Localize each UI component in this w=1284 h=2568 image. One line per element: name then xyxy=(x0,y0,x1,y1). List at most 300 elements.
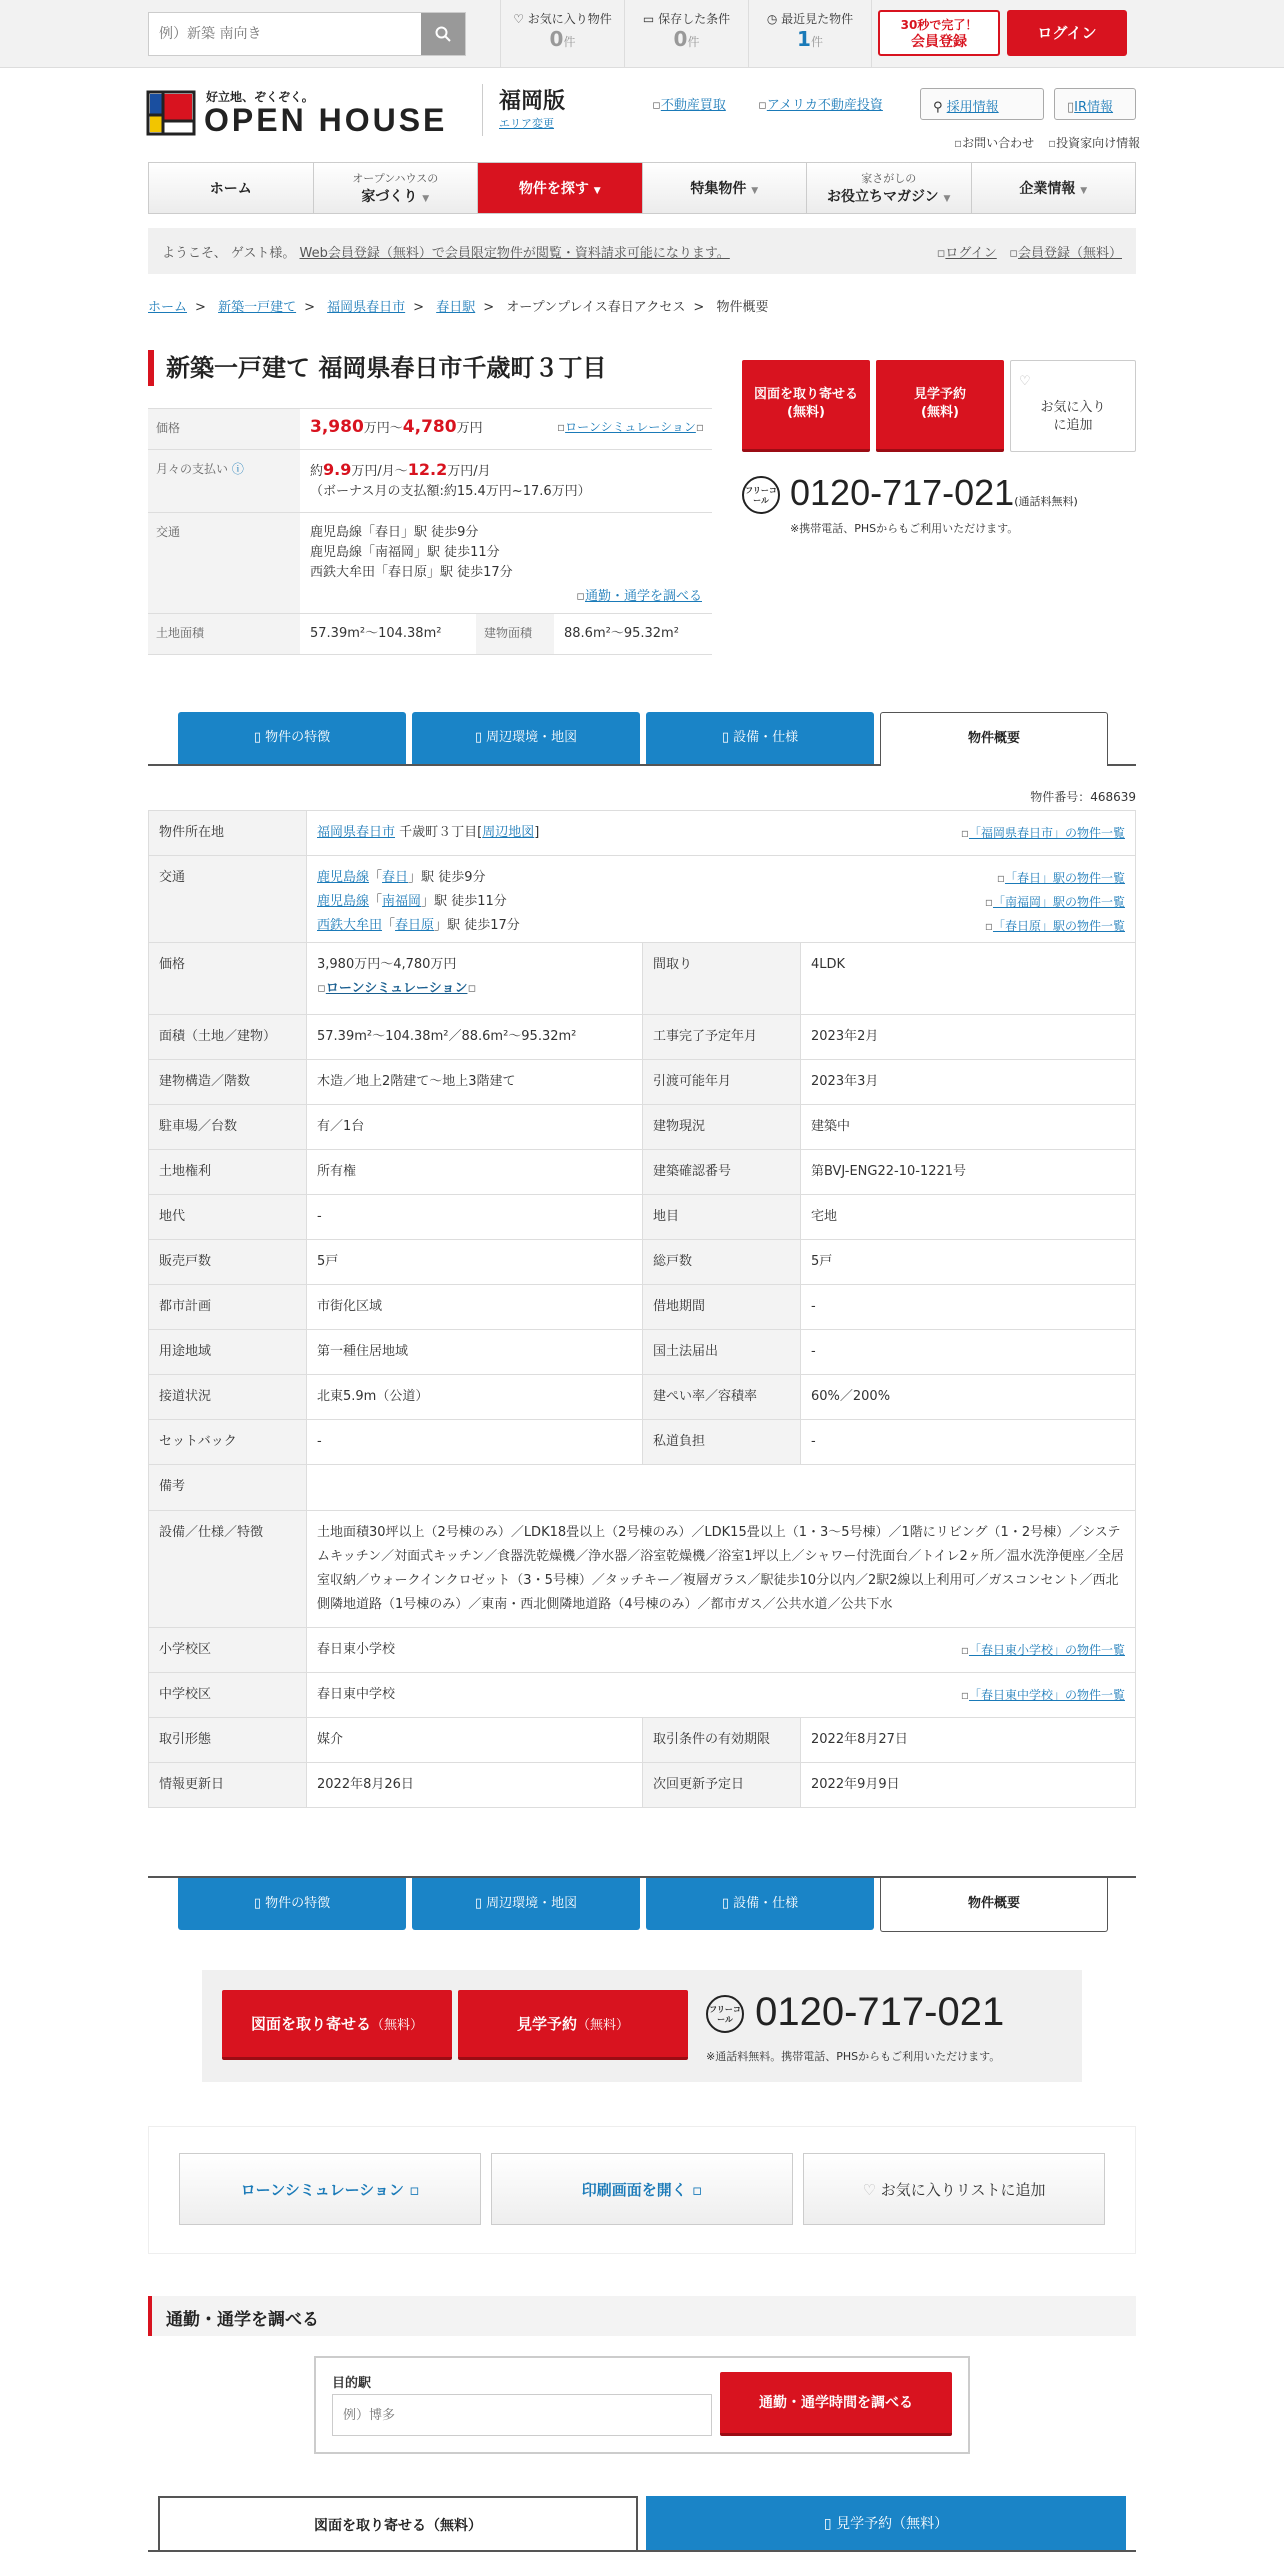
commute-search-button[interactable]: 通勤・通学時間を調べる xyxy=(720,2372,952,2436)
visit-sub: (無料) xyxy=(921,405,959,420)
building-area: 88.6m²～95.32m² xyxy=(564,626,679,641)
edition xyxy=(482,84,565,136)
spec-label: 用途地域 xyxy=(149,1330,307,1375)
land-area: 57.39m²～104.38m² xyxy=(310,626,442,641)
spec-label: 備考 xyxy=(149,1465,307,1511)
request-floorplan-button[interactable] xyxy=(222,1990,452,2060)
spec-value: 2022年9月9日 xyxy=(801,1763,1136,1808)
school-name: 春日東小学校 xyxy=(317,1642,396,1657)
tab-surroundings[interactable] xyxy=(412,1878,640,1930)
welcome-register-link[interactable]: 会員登録（無料） xyxy=(1017,246,1122,261)
us-investment-link[interactable] xyxy=(758,94,883,113)
spec-label: 交通 xyxy=(149,856,307,943)
nav-company[interactable] xyxy=(972,163,1136,213)
table-row xyxy=(149,1015,1136,1060)
clock-icon: ◷ xyxy=(766,12,778,26)
table-row xyxy=(149,1763,1136,1808)
logo-tagline: 好立地、ぞくぞく。 xyxy=(206,90,314,104)
doc-icon: ▫ xyxy=(1048,136,1057,150)
folder-icon: ▭ xyxy=(642,12,655,26)
spec-label: 土地権利 xyxy=(149,1150,307,1195)
commute-link-label: 通勤・通学を調べる xyxy=(584,589,702,604)
summary-label: 建物面積 xyxy=(476,614,554,654)
breadcrumb-item[interactable]: 春日駅 xyxy=(436,300,476,315)
spec-label: 地目 xyxy=(643,1195,801,1240)
sticky-request-button[interactable]: 図面を取り寄せる（無料） xyxy=(158,2496,638,2552)
chevron-down-icon: ▼ xyxy=(422,194,430,204)
school-list-label: 「春日東中学校」の物件一覧 xyxy=(968,1688,1125,1702)
investor-label: 投資家向け情報 xyxy=(1056,136,1141,150)
location-text: 千歳町３丁目[ xyxy=(395,825,483,840)
chevron-down-icon: ▼ xyxy=(1080,186,1088,196)
spec-label: 価格 xyxy=(149,943,307,1015)
breadcrumb-current: 物件概要 xyxy=(716,300,769,315)
monthly-unit: 万円/月～ xyxy=(351,464,408,479)
spec-value: 2023年2月 xyxy=(801,1015,1136,1060)
nav-magazine[interactable] xyxy=(807,163,972,213)
spec-value: 宅地 xyxy=(801,1195,1136,1240)
tab-label: 設備・仕様 xyxy=(733,1896,799,1911)
member-register-note: 30秒で完了！ xyxy=(900,18,978,32)
search-input[interactable] xyxy=(149,13,421,55)
nav-search-property[interactable] xyxy=(478,163,643,213)
school-list-link[interactable] xyxy=(961,1638,1125,1662)
chevron-down-icon: ▼ xyxy=(593,186,601,196)
saved-conditions-counter[interactable] xyxy=(624,0,748,68)
ir-button[interactable] xyxy=(1054,88,1136,120)
logo-mark xyxy=(146,90,196,136)
counter-value: 1 xyxy=(797,27,811,51)
request-label: 図面を取り寄せる xyxy=(753,387,858,402)
spec-label: 設備／仕様／特徴 xyxy=(149,1511,307,1628)
spec-label: 小学校区 xyxy=(149,1628,307,1673)
freecall-icon: フリーコール xyxy=(742,476,780,514)
loan-sim-button[interactable] xyxy=(179,2153,481,2225)
monthly-unit: 万円/月 xyxy=(447,464,491,479)
loan-sim-link[interactable] xyxy=(317,977,632,1001)
wrench-icon: ▯ xyxy=(721,730,729,745)
spec-label: 借地期間 xyxy=(643,1285,801,1330)
spec-value: - xyxy=(307,1195,643,1240)
table-row xyxy=(149,1420,1136,1465)
visit-label: 見学予約 xyxy=(913,387,966,402)
tab-label: 設備・仕様 xyxy=(733,730,799,745)
table-row xyxy=(149,811,1136,856)
spec-value: 60%／200% xyxy=(801,1375,1136,1420)
spec-value: - xyxy=(307,1420,643,1465)
member-benefit-link[interactable]: Web会員登録（無料）で会員限定物件が閲覧・資料請求可能になります。 xyxy=(299,246,730,261)
spec-value: 市街化区域 xyxy=(307,1285,643,1330)
loan-sim-label: ローンシミュレーション xyxy=(240,2181,405,2199)
spec-value: 木造／地上2階建て～地上3階建て xyxy=(307,1060,643,1105)
page-title: 新築一戸建て 福岡県春日市千歳町３丁目 xyxy=(148,350,606,386)
doc-icon: ▯ xyxy=(253,1896,261,1911)
login-button[interactable]: ログイン xyxy=(1007,10,1127,56)
city-list-link[interactable] xyxy=(961,821,1125,845)
loan-sim-link[interactable] xyxy=(557,417,704,437)
remarks-value xyxy=(307,1465,1136,1511)
list-icon: ▫ xyxy=(984,919,993,933)
external-icon: ▫ xyxy=(409,2181,420,2199)
breadcrumb-separator: > xyxy=(413,300,425,315)
nav-label: ホーム xyxy=(209,181,252,197)
request-floorplan-button[interactable] xyxy=(742,360,870,452)
external-icon: ▫ xyxy=(758,98,767,113)
add-favorite-list-button[interactable] xyxy=(803,2153,1105,2225)
spec-value: - xyxy=(801,1285,1136,1330)
spec-value: - xyxy=(801,1330,1136,1375)
monthly-prefix: 約 xyxy=(310,464,324,479)
investor-link[interactable] xyxy=(1048,134,1140,151)
spec-value: 第BVJ-ENG22-10-1221号 xyxy=(801,1150,1136,1195)
station-list-link[interactable] xyxy=(985,890,1125,914)
summary-label: 価格 xyxy=(148,409,300,449)
station-link[interactable]: 南福岡 xyxy=(382,894,422,909)
spec-label: 接道状況 xyxy=(149,1375,307,1420)
spec-value: 建築中 xyxy=(801,1105,1136,1150)
property-number: 物件番号：468639 xyxy=(1030,790,1136,804)
request-label: 図面を取り寄せる xyxy=(250,2015,371,2033)
tab-label: 周辺環境・地図 xyxy=(486,730,578,745)
counter-unit: 件 xyxy=(563,35,576,49)
favorites-counter[interactable] xyxy=(500,0,624,68)
spec-value xyxy=(307,1628,1136,1673)
summary-label: 土地面積 xyxy=(148,614,300,654)
spec-label: 中学校区 xyxy=(149,1673,307,1718)
counter-label: 最近見た物件 xyxy=(781,12,854,26)
visit-sub: （無料） xyxy=(577,2018,630,2033)
spec-label: 都市計画 xyxy=(149,1285,307,1330)
search-box xyxy=(148,12,466,56)
nav-label: 特集物件 xyxy=(690,181,747,197)
us-investment-link-label: アメリカ不動産投資 xyxy=(766,98,883,113)
welcome-bar xyxy=(148,228,1136,274)
breadcrumb-item[interactable]: 福岡県春日市 xyxy=(327,300,406,315)
price-low: 3,980 xyxy=(310,417,364,437)
fav-label: お気に入りリストに追加 xyxy=(880,2181,1046,2199)
detail-tabs xyxy=(148,712,1136,766)
monthly-high: 12.2 xyxy=(407,460,448,479)
price-unit: 万円 xyxy=(456,421,483,436)
access-line: 鹿児島線「春日」駅 徒歩9分 xyxy=(310,525,479,540)
spec-label: 総戸数 xyxy=(643,1240,801,1285)
spec-label: 面積（土地／建物） xyxy=(149,1015,307,1060)
calculator-icon: ▫ xyxy=(556,420,566,434)
access-line: 西鉄大牟田「春日原」駅 徒歩17分 xyxy=(310,565,513,580)
global-nav xyxy=(148,162,1136,214)
spec-value: 2023年3月 xyxy=(801,1060,1136,1105)
counter-value: 0 xyxy=(673,27,688,51)
top-bar xyxy=(0,0,1284,68)
breadcrumb-item: オープンプレイス春日アクセス xyxy=(506,300,686,315)
spec-label: 国土法届出 xyxy=(643,1330,801,1375)
school-name: 春日東中学校 xyxy=(317,1687,396,1702)
spec-label: 工事完了予定年月 xyxy=(643,1015,801,1060)
heart-icon: ♡ xyxy=(513,12,524,26)
breadcrumb-separator: > xyxy=(483,300,495,315)
nav-sub: オープンハウスの xyxy=(352,172,439,185)
doc-icon: ▯ xyxy=(1067,100,1075,115)
spec-label: 地代 xyxy=(149,1195,307,1240)
spec-label: 建物現況 xyxy=(643,1105,801,1150)
spec-label: 建ぺい率／容積率 xyxy=(643,1375,801,1420)
table-row xyxy=(149,943,1136,1015)
spec-value xyxy=(307,811,1136,856)
phone-sub-note: ※携帯電話、PHSからもご利用いただけます。 xyxy=(790,522,1019,535)
key-icon: ▫ xyxy=(936,246,946,261)
phone-number-text: 0120-717-021 xyxy=(755,1990,1005,2034)
station-link[interactable]: 春日原 xyxy=(395,918,435,933)
spec-value: 所有権 xyxy=(307,1150,643,1195)
spec-value: - xyxy=(801,1420,1136,1465)
map-pin-icon: ▯ xyxy=(474,730,482,745)
spec-value: 2022年8月26日 xyxy=(307,1763,643,1808)
contact-label: お問い合わせ xyxy=(962,136,1035,150)
tab-overview[interactable] xyxy=(880,712,1108,766)
station-link[interactable]: 春日 xyxy=(382,870,409,885)
spec-value xyxy=(307,1673,1136,1718)
destination-input[interactable] xyxy=(332,2394,712,2436)
spec-label: 取引形態 xyxy=(149,1718,307,1763)
table-row xyxy=(149,1511,1136,1628)
wrench-icon: ▯ xyxy=(721,1896,729,1911)
print-label: 印刷画面を開く xyxy=(581,2181,687,2199)
line-link[interactable]: 西鉄大牟田 xyxy=(317,918,383,933)
freecall-icon: フリーコール xyxy=(706,1995,744,2033)
walk-time: 駅 徒歩17分 xyxy=(447,918,520,933)
tab-label: 物件概要 xyxy=(967,731,1020,746)
monthly-low: 9.9 xyxy=(323,460,352,479)
commute-heading: 通勤・通学を調べる xyxy=(148,2296,1136,2336)
site-logo[interactable] xyxy=(146,88,450,140)
recently-viewed-counter[interactable] xyxy=(748,0,872,68)
request-sub: (無料) xyxy=(787,405,825,420)
phone-number-text: 0120-717-021 xyxy=(790,472,1015,513)
station-list-label: 「春日」駅の物件一覧 xyxy=(1004,871,1125,885)
area-change-link[interactable]: エリア変更 xyxy=(499,117,554,130)
station-list-label: 「南福岡」駅の物件一覧 xyxy=(992,895,1125,909)
nav-label: 物件を探す xyxy=(518,181,589,197)
table-row xyxy=(149,1285,1136,1330)
price-high: 4,780 xyxy=(402,417,457,437)
spec-label: 次回更新予定日 xyxy=(643,1763,801,1808)
counter-unit: 件 xyxy=(810,35,823,49)
price-range: 3,980万円～4,780万円 xyxy=(317,957,457,972)
list-icon: ▫ xyxy=(960,1688,969,1702)
visit-reserve-button[interactable] xyxy=(876,360,1004,452)
map-pin-icon: ▯ xyxy=(474,1896,482,1911)
request-sub: （無料） xyxy=(371,2018,424,2033)
list-icon: ▫ xyxy=(984,895,993,909)
info-icon[interactable]: ⓘ xyxy=(231,462,244,476)
contact-link[interactable] xyxy=(954,134,1034,151)
buyback-link-label: 不動産買取 xyxy=(660,98,726,113)
spec-value: 57.39m²～104.38m²／88.6m²～95.32m² xyxy=(307,1015,643,1060)
spec-value: 第一種住居地域 xyxy=(307,1330,643,1375)
tab-label: 物件概要 xyxy=(967,1896,1020,1911)
heart-icon: ♡ xyxy=(1019,374,1031,389)
phone-note: ※通話料無料。携帯電話、PHSからもご利用いただけます。 xyxy=(706,2050,1001,2063)
nav-home[interactable] xyxy=(149,163,314,213)
nav-label: お役立ちマガジン xyxy=(827,189,939,205)
table-row xyxy=(149,1105,1136,1150)
spec-value: 有／1台 xyxy=(307,1105,643,1150)
station-list-link[interactable] xyxy=(997,866,1125,890)
location-text: ] xyxy=(534,825,540,840)
map-link[interactable]: 周辺地図 xyxy=(482,825,535,840)
breadcrumb xyxy=(148,296,776,315)
spec-value: 北東5.9m（公道） xyxy=(307,1375,643,1420)
recruit-label: 採用情報 xyxy=(946,100,999,115)
equipment-value: 土地面積30坪以上（2号棟のみ）／LDK18畳以上（2号棟のみ）／LDK15畳以上（1・3～5号棟）／1階にリビング（1・2号棟）／システムキッチン／対面式キッチン／食器洗乾燥機／浄水器／浴室乾燥機／浴室1坪以上／シャワー付洗面台／トイレ2ヶ所／温水洗浄便座／全居室収納／ウォークインクロゼット（3・5号棟）／タッチキー／複層ガラス／駅徒歩10分以内／2駅2線以上利用可／ガスコンセント／西北側隣地道路（1号棟のみ）／東南・西北側隣地道路（4号棟のみ）／都市ガス／公共水道／公共下水 xyxy=(307,1511,1136,1628)
breadcrumb-separator: > xyxy=(195,300,206,315)
summary-table xyxy=(148,408,712,655)
breadcrumb-item[interactable]: ホーム xyxy=(148,300,188,315)
spec-value: 5戸 xyxy=(801,1240,1136,1285)
tab-features[interactable] xyxy=(178,712,406,764)
spec-value: 2022年8月27日 xyxy=(801,1718,1136,1763)
list-icon: ▫ xyxy=(960,1643,969,1657)
external-icon: ▫ xyxy=(652,98,661,113)
favorite-label: お気に入り に追加 xyxy=(1040,400,1106,433)
spec-value xyxy=(307,943,643,1015)
tab-label: 物件の特徴 xyxy=(265,1896,331,1911)
user-icon: ▫ xyxy=(1009,246,1018,261)
tab-surroundings[interactable] xyxy=(412,712,640,764)
nav-featured[interactable] xyxy=(643,163,808,213)
calendar-icon: ▯ xyxy=(823,2516,832,2532)
visit-reserve-button[interactable] xyxy=(458,1990,688,2060)
magnifier-icon: ⚲ xyxy=(933,100,943,115)
welcome-text: ようこそ、 ゲスト様。 xyxy=(162,246,296,261)
spec-label: 販売戸数 xyxy=(149,1240,307,1285)
buyback-link[interactable] xyxy=(652,94,726,113)
loan-sim-label: ローンシミュレーション xyxy=(325,981,468,996)
edition-name: 福岡版 xyxy=(499,89,566,114)
station-list-link[interactable] xyxy=(985,914,1125,938)
table-row xyxy=(149,1718,1136,1763)
tools-panel xyxy=(148,2126,1136,2254)
commute-link[interactable] xyxy=(576,587,702,607)
list-icon: ▫ xyxy=(996,871,1005,885)
school-list-label: 「春日東小学校」の物件一覧 xyxy=(968,1643,1125,1657)
table-row xyxy=(149,1240,1136,1285)
table-row xyxy=(149,1330,1136,1375)
chevron-down-icon: ▼ xyxy=(751,186,759,196)
spec-label: 建物構造／階数 xyxy=(149,1060,307,1105)
print-button[interactable] xyxy=(491,2153,793,2225)
counter-value: 0 xyxy=(549,27,564,51)
table-row xyxy=(149,1465,1136,1511)
table-row xyxy=(149,1060,1136,1105)
line-link[interactable]: 鹿児島線 xyxy=(317,870,370,885)
spec-value: 媒介 xyxy=(307,1718,643,1763)
spec-label: セットバック xyxy=(149,1420,307,1465)
nav-label: 家づくり xyxy=(361,189,418,205)
mail-icon: ▫ xyxy=(954,136,963,150)
nav-house-building[interactable] xyxy=(314,163,479,213)
spec-table xyxy=(148,810,1136,1808)
phone-number[interactable] xyxy=(742,472,1078,514)
tab-label: 周辺環境・地図 xyxy=(486,1896,578,1911)
search-button[interactable] xyxy=(421,13,465,55)
cta-panel xyxy=(202,1970,1082,2082)
breadcrumb-item[interactable]: 新築一戸建て xyxy=(218,300,297,315)
summary-label: 月々の支払い xyxy=(156,462,229,476)
chevron-down-icon: ▼ xyxy=(943,194,951,204)
spec-value: 5戸 xyxy=(307,1240,643,1285)
doc-icon: ▯ xyxy=(253,730,261,745)
summary-label: 交通 xyxy=(148,513,300,613)
walk-time: 駅 徒歩11分 xyxy=(434,894,507,909)
spec-label: 物件所在地 xyxy=(149,811,307,856)
counter-unit: 件 xyxy=(687,35,700,49)
walk-time: 駅 徒歩9分 xyxy=(421,870,486,885)
spec-value: 鹿児島線「春日」駅 徒歩9分 ▫「春日」駅の物件一覧 鹿児島線「南福岡」駅 徒歩11分 ▫「南福岡」駅の物件一覧 西鉄大牟田「春日原」駅 徒歩17分 ▫「春日原」駅の物件一覧 xyxy=(307,856,1136,943)
external-icon: ▫ xyxy=(692,2181,703,2199)
spec-label: 駐車場／台数 xyxy=(149,1105,307,1150)
table-row xyxy=(149,1673,1136,1718)
line-link[interactable]: 鹿児島線 xyxy=(317,894,370,909)
counter-label: 保存した条件 xyxy=(658,12,731,26)
spec-label: 建築確認番号 xyxy=(643,1150,801,1195)
spec-label: 私道負担 xyxy=(643,1420,801,1465)
bonus-payment: （ボーナス月の支払額:約15.4万円~17.6万円） xyxy=(310,484,591,499)
welcome-login-link[interactable]: ログイン xyxy=(945,246,997,261)
tab-equipment[interactable] xyxy=(646,712,874,764)
member-register-button[interactable] xyxy=(878,10,1000,56)
table-row xyxy=(149,856,1136,943)
tab-equipment[interactable] xyxy=(646,1878,874,1930)
table-row xyxy=(149,1150,1136,1195)
add-favorite-button[interactable] xyxy=(1010,360,1136,452)
commute-search-box xyxy=(314,2356,970,2454)
divider xyxy=(148,2550,1136,2552)
tab-features[interactable] xyxy=(178,1878,406,1930)
spec-label: 引渡可能年月 xyxy=(643,1060,801,1105)
price-unit: 万円～ xyxy=(363,421,403,436)
spec-label: 情報更新日 xyxy=(149,1763,307,1808)
station-list-label: 「春日原」駅の物件一覧 xyxy=(992,919,1125,933)
sticky-visit-button[interactable] xyxy=(646,2496,1126,2552)
dest-label: 目的駅 xyxy=(332,2376,372,2391)
spec-value: 4LDK xyxy=(801,943,1136,1015)
recruit-button[interactable] xyxy=(920,88,1044,120)
access-line: 鹿児島線「南福岡」駅 徒歩11分 xyxy=(310,545,500,560)
tab-overview[interactable] xyxy=(880,1878,1108,1932)
table-row xyxy=(149,1375,1136,1420)
table-row xyxy=(149,1628,1136,1673)
phone-number[interactable] xyxy=(706,1990,1004,2035)
nav-sub: 家さがしの xyxy=(861,172,917,185)
breadcrumb-separator: > xyxy=(304,300,315,315)
location-city-link[interactable]: 福岡県春日市 xyxy=(317,825,396,840)
nav-label: 企業情報 xyxy=(1019,181,1076,197)
sticky-visit-label: 見学予約（無料） xyxy=(836,2516,949,2532)
heart-icon: ♡ xyxy=(862,2181,876,2199)
ir-label: IR情報 xyxy=(1074,100,1114,115)
spec-label: 取引条件の有効期限 xyxy=(643,1718,801,1763)
school-list-link[interactable] xyxy=(961,1683,1125,1707)
logo-name: OPEN HOUSE xyxy=(204,102,448,138)
member-register-label: 会員登録 xyxy=(911,34,967,50)
loan-sim-label: ローンシミュレーション xyxy=(565,420,696,434)
breadcrumb-separator: > xyxy=(693,300,705,315)
external-icon: ▫ xyxy=(695,420,704,434)
table-row xyxy=(149,1195,1136,1240)
tab-label: 物件の特徴 xyxy=(265,730,331,745)
calculator-icon: ▫ xyxy=(317,981,326,996)
